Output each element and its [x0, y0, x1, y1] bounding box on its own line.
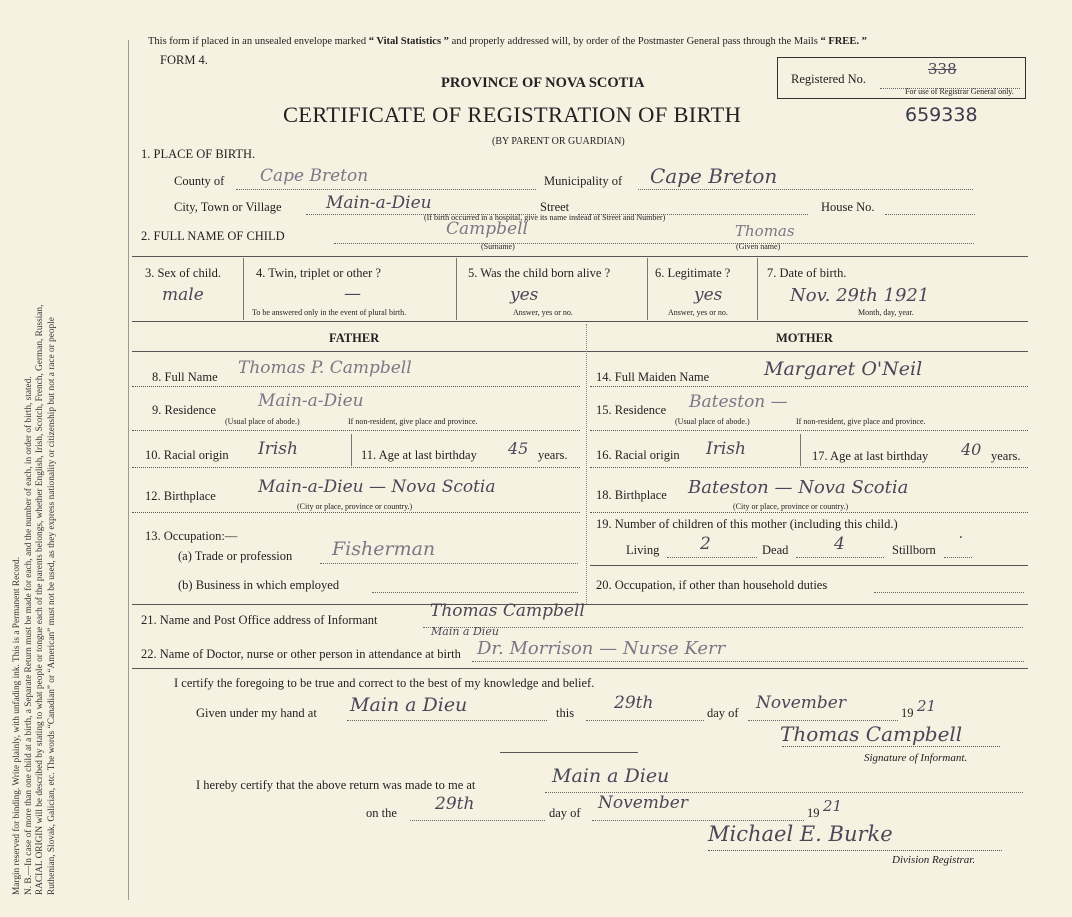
envelope-note-prefix: This form if placed in an unsealed envelope marked: [148, 36, 367, 47]
dead-line: [796, 557, 884, 558]
father-abode-note: (Usual place of abode.): [225, 417, 300, 426]
father-name-line: [132, 386, 580, 387]
informant-signature: Thomas Campbell: [780, 722, 963, 746]
registrar-year-prefix: 19: [807, 806, 820, 820]
father-birthplace-label: 12. Birthplace: [145, 489, 216, 503]
registrar-statement: I hereby certify that the above return was made to me at: [196, 778, 476, 792]
given-under-label: Given under my hand at: [196, 706, 317, 720]
mother-years: years.: [991, 449, 1021, 463]
informant-value: Thomas Campbell: [430, 601, 585, 621]
dead-value: 4: [834, 534, 845, 554]
father-business-line: [372, 592, 578, 593]
father-residence-value: Main-a-Dieu: [258, 391, 364, 411]
mother-name-label: 14. Full Maiden Name: [596, 370, 710, 384]
county-value: Cape Breton: [260, 166, 369, 186]
mother-racial-line: [590, 467, 1028, 468]
informant-signature-caption: Signature of Informant.: [864, 752, 968, 764]
rule-parents: [132, 351, 1028, 352]
mother-age-label: 17. Age at last birthday: [812, 449, 929, 463]
stamped-number: 659338: [905, 104, 978, 126]
mother-occupation-label: 20. Occupation, if other than household duties: [596, 578, 828, 592]
father-trade-label: (a) Trade or profession: [178, 549, 293, 563]
house-number-line: [885, 214, 975, 215]
doctor-value: Dr. Morrison — Nurse Kerr: [477, 638, 726, 659]
father-trade-line: [320, 563, 578, 564]
surname-caption: (Surname): [481, 242, 515, 251]
col-divider-4: [757, 258, 758, 320]
child-given-name: Thomas: [735, 222, 795, 240]
twin-label: 4. Twin, triplet or other ?: [256, 266, 381, 280]
street-label: Street: [540, 200, 570, 214]
col-divider-1: [243, 258, 244, 320]
this-label: this: [556, 706, 575, 720]
registrar-on-the-label: on the: [366, 806, 397, 820]
certify-month-line: [748, 720, 898, 721]
child-name-label: 2. FULL NAME OF CHILD: [141, 229, 285, 243]
registrar-caption: Division Registrar.: [892, 854, 976, 866]
certify-statement: I certify the foregoing to be true and correct to the best of my knowledge and belief.: [174, 676, 595, 690]
father-age-label: 11. Age at last birthday: [361, 448, 477, 462]
living-label: Living: [626, 543, 660, 557]
parents-divider: [586, 324, 587, 604]
mother-residence-line: [590, 430, 1028, 431]
mother-racial-label: 16. Racial origin: [596, 448, 680, 462]
mother-abode-note: (Usual place of abode.): [675, 417, 750, 426]
dob-label: 7. Date of birth.: [767, 266, 847, 280]
child-surname: Campbell: [446, 219, 528, 239]
dob-note: Month, day, year.: [858, 308, 914, 317]
county-label: County of: [174, 174, 225, 188]
registrar-day-of-label: day of: [549, 806, 581, 820]
mother-birthplace-label: 18. Birthplace: [596, 488, 667, 502]
margin-instructions: [12, 15, 58, 895]
informant-address: Main a Dieu: [431, 625, 499, 638]
city-label: City, Town or Village: [174, 200, 282, 214]
father-residence-line: [132, 430, 580, 431]
twin-value: —: [344, 284, 361, 304]
province-heading: PROVINCE OF NOVA SCOTIA: [441, 75, 645, 91]
father-birthplace-line: [132, 512, 580, 513]
father-trade-value: Fisherman: [332, 538, 436, 560]
father-name-label: 8. Full Name: [152, 370, 218, 384]
stillborn-label: Stillborn: [892, 543, 936, 557]
registered-number-crossed: 338: [928, 60, 957, 78]
registrar-month-line: [592, 820, 804, 821]
doctor-label: 22. Name of Doctor, nurse or other person in attendance at birth: [141, 647, 461, 661]
envelope-note: [148, 36, 867, 47]
sex-value: male: [162, 285, 204, 305]
living-value: 2: [700, 534, 711, 554]
father-residence-label: 9. Residence: [152, 403, 216, 417]
dob-value: Nov. 29th 1921: [790, 285, 930, 306]
certify-year-prefix: 19: [901, 706, 914, 720]
registration-caption: For use of Registrar General only.: [905, 87, 1014, 96]
col-divider-3: [647, 258, 648, 320]
margin-line-2: N. B.—In case of more than one child at a birth, a Separate Return must be made for each, and the number of each, in order of birth, stated.: [23, 376, 34, 895]
mother-residence-label: 15. Residence: [596, 403, 667, 417]
father-business-label: (b) Business in which employed: [178, 578, 340, 592]
child-name-line: [334, 243, 974, 244]
alive-label: 5. Was the child born alive ?: [468, 266, 611, 280]
margin-line-3: RACIAL ORIGIN will be described by stating to what people or tongue each of the parents belongs, whether English, Irish, Scotch, French, German, Russian,: [35, 304, 45, 895]
given-place-line: [347, 720, 547, 721]
stillborn-value: ˙: [955, 534, 964, 554]
rule-certify: [132, 668, 1028, 669]
informant-label: 21. Name and Post Office address of Informant: [141, 613, 378, 627]
father-birthplace-value: Main-a-Dieu — Nova Scotia: [258, 477, 496, 497]
registered-number-label: Registered No.: [791, 72, 866, 86]
certify-year-value: 21: [917, 697, 937, 715]
margin-rule: [128, 40, 129, 900]
envelope-note-suffix: and properly addressed will, by order of the Postmaster General pass through the Mails: [451, 36, 818, 47]
city-value: Main-a-Dieu: [326, 193, 432, 213]
mother-racial-divider: [800, 434, 801, 466]
registrar-year-value: 21: [823, 797, 843, 815]
rule-row-end: [132, 321, 1028, 322]
father-racial-divider: [351, 434, 352, 466]
col-divider-2: [456, 258, 457, 320]
father-years: years.: [538, 448, 568, 462]
certify-month-value: November: [756, 693, 846, 713]
twin-note: To be answered only in the event of plural birth.: [252, 308, 407, 317]
father-occupation-label: 13. Occupation:—: [145, 529, 238, 543]
living-line: [667, 557, 757, 558]
certify-day-of-label: day of: [707, 706, 739, 720]
mother-heading: MOTHER: [776, 331, 833, 345]
given-place-value: Main a Dieu: [350, 694, 468, 716]
form-number: FORM 4.: [160, 53, 208, 67]
father-name-value: Thomas P. Campbell: [238, 358, 412, 378]
father-racial-line: [132, 467, 580, 468]
rule-top-row: [132, 256, 1028, 257]
dead-label: Dead: [762, 543, 789, 557]
father-racial-value: Irish: [258, 439, 298, 459]
certify-separator: [500, 752, 638, 753]
envelope-note-marker: “ Vital Statistics ”: [368, 36, 449, 47]
page-subtitle: (BY PARENT OR GUARDIAN): [492, 136, 625, 147]
registrar-month-value: November: [598, 793, 688, 813]
registrar-day-value: 29th: [435, 794, 475, 814]
given-name-caption: (Given name): [736, 242, 781, 251]
legitimate-note: Answer, yes or no.: [668, 308, 728, 317]
doctor-line: [472, 661, 1024, 662]
registration-box: [777, 57, 1026, 99]
mother-children-rule: [590, 565, 1028, 566]
mother-name-line: [590, 386, 1028, 387]
envelope-note-free: “ FREE. ”: [820, 36, 867, 47]
registrar-place-value: Main a Dieu: [552, 765, 670, 787]
registrar-day-line: [410, 820, 545, 821]
municipality-value: Cape Breton: [650, 164, 778, 188]
mother-age-value: 40: [961, 440, 982, 459]
mother-birthplace-line: [590, 512, 1028, 513]
mother-racial-value: Irish: [706, 439, 746, 459]
certify-day-value: 29th: [614, 693, 654, 713]
registrar-signature-line: [708, 850, 1002, 851]
sex-label: 3. Sex of child.: [145, 266, 222, 280]
father-nonresident-note: If non-resident, give place and province.: [348, 417, 478, 426]
informant-line: [423, 627, 1023, 628]
municipality-label: Municipality of: [544, 174, 623, 188]
county-line: [236, 189, 536, 190]
mother-residence-value: Bateston —: [689, 392, 788, 412]
mother-children-label: 19. Number of children of this mother (including this child.): [596, 517, 898, 531]
mother-birthplace-value: Bateston — Nova Scotia: [688, 477, 909, 498]
registrar-signature: Michael E. Burke: [708, 822, 893, 846]
mother-occupation-line: [874, 592, 1024, 593]
house-number-label: House No.: [821, 200, 875, 214]
stillborn-line: [944, 557, 972, 558]
alive-value: yes: [510, 285, 539, 305]
legitimate-label: 6. Legitimate ?: [655, 266, 731, 280]
father-heading: FATHER: [329, 331, 380, 345]
hospital-note: (If birth occurred in a hospital, give its name instead of Street and Number): [424, 213, 666, 222]
mother-name-value: Margaret O'Neil: [764, 358, 923, 380]
page-title: CERTIFICATE OF REGISTRATION OF BIRTH: [283, 102, 742, 127]
legitimate-value: yes: [694, 285, 723, 305]
father-racial-label: 10. Racial origin: [145, 448, 229, 462]
place-heading: 1. PLACE OF BIRTH.: [141, 147, 256, 161]
father-age-value: 45: [508, 439, 529, 458]
father-birthplace-note: (City or place, province or country.): [297, 502, 413, 511]
mother-birthplace-note: (City or place, province or country.): [733, 502, 849, 511]
margin-line-1: Margin reserved for binding. Write plainly, with unfading ink. This is a Permanent Record.: [12, 556, 22, 895]
informant-signature-line: [782, 746, 1000, 747]
alive-note: Answer, yes or no.: [513, 308, 573, 317]
mother-nonresident-note: If non-resident, give place and province.: [796, 417, 926, 426]
certify-day-line: [586, 720, 704, 721]
margin-line-4: Ruthenian, Slovak, Galician, etc. The words “Canadian” or “American” must not be used, as they express nationality or citizenship but not a race or people: [46, 317, 57, 895]
municipality-line: [638, 189, 973, 190]
